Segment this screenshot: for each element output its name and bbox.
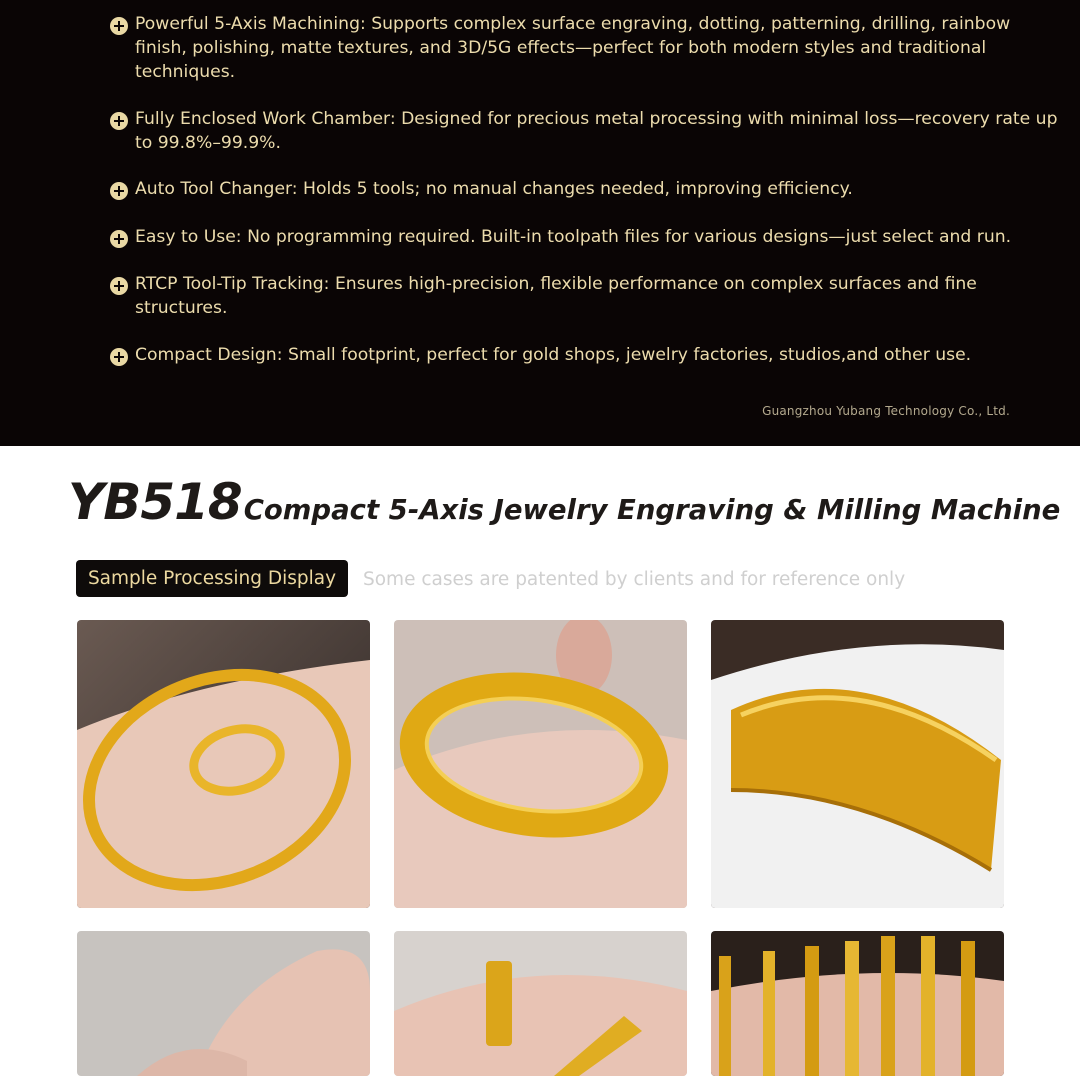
sample-photo-bangle-and-ring	[77, 620, 370, 908]
company-name: Guangzhou Yubang Technology Co., Ltd.	[762, 404, 1010, 418]
feature-item-rtcp	[110, 272, 1060, 320]
plus-circle-icon	[110, 348, 128, 366]
reference-note: Some cases are patented by clients and for reference only	[363, 569, 906, 590]
product-heading	[68, 473, 1060, 531]
feature-item-chamber	[110, 107, 1060, 155]
product-model: YB518	[68, 473, 242, 531]
feature-item-easy-to-use	[110, 225, 1060, 249]
feature-text: Fully Enclosed Work Chamber: Designed for precious metal processing with minimal loss—recovery rate up to 99.8%–99.9%.	[135, 109, 1058, 153]
sample-display-badge: Sample Processing Display	[76, 560, 348, 597]
feature-text: Auto Tool Changer: Holds 5 tools; no manual changes needed, improving efficiency.	[135, 179, 853, 199]
plus-circle-icon	[110, 230, 128, 248]
sample-photo-rings	[394, 931, 687, 1076]
sample-photo-hand	[77, 931, 370, 1076]
product-title: Compact 5-Axis Jewelry Engraving & Milling Machine	[243, 494, 1061, 526]
sample-photo-engraved-bangle	[394, 620, 687, 908]
feature-text: Powerful 5-Axis Machining: Supports complex surface engraving, dotting, patterning, drilling, rainbow finish, polishing, matte textures, and 3D/5G effects—perfect for both modern styles and traditional techniques.	[135, 14, 1011, 82]
plus-circle-icon	[110, 112, 128, 130]
plus-circle-icon	[110, 277, 128, 295]
feature-item-tool-changer	[110, 177, 1060, 201]
feature-text: Compact Design: Small footprint, perfect for gold shops, jewelry factories, studios,and other use.	[135, 345, 972, 365]
sample-photo-bangle-stack	[711, 931, 1004, 1076]
feature-text: Easy to Use: No programming required. Built-in toolpath files for various designs—just select and run.	[135, 227, 1012, 247]
feature-text: RTCP Tool-Tip Tracking: Ensures high-precision, flexible performance on complex surfaces and fine structures.	[135, 274, 977, 318]
feature-item-compact	[110, 343, 1060, 367]
plus-circle-icon	[110, 182, 128, 200]
plus-circle-icon	[110, 17, 128, 35]
feature-item-machining	[110, 12, 1060, 84]
sample-photo-wide-bangle	[711, 620, 1004, 908]
feature-panel	[0, 0, 1080, 446]
